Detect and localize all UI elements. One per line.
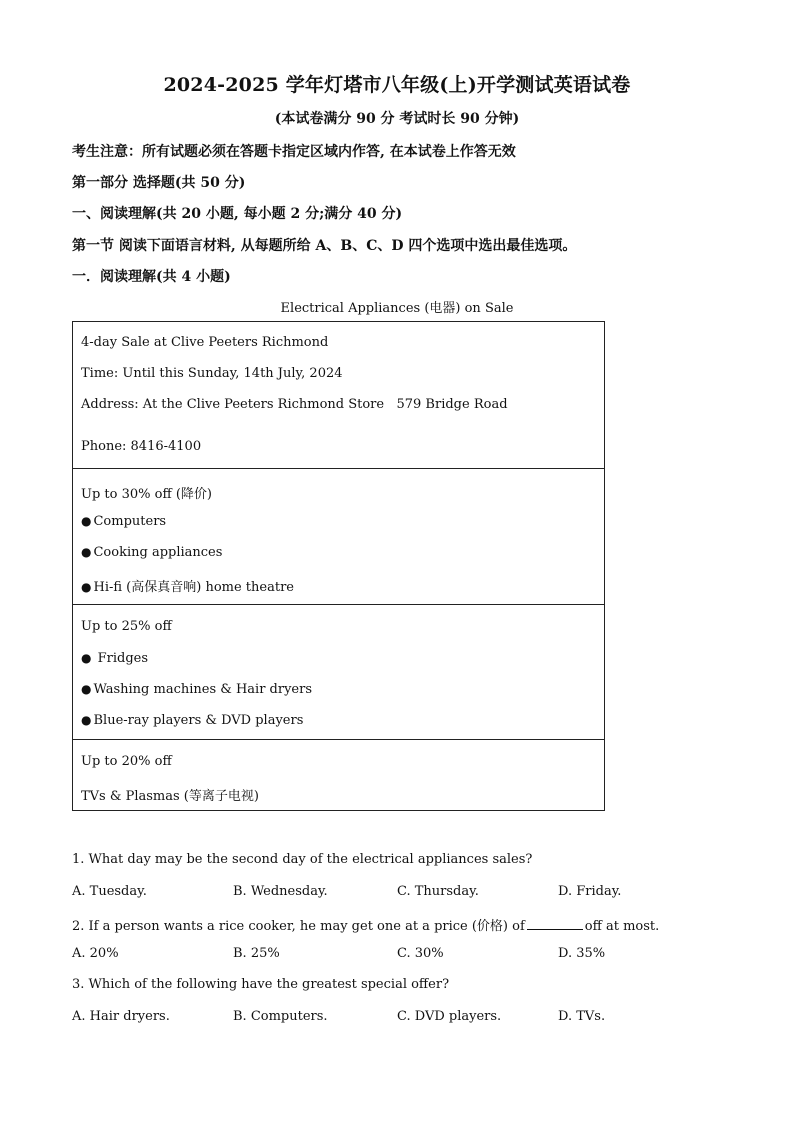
- question-2: 2. If a person wants a rice cooker, he may get one at a price (价格) of off at most.: [72, 919, 660, 934]
- candidate-notice: 考生注意：所有试题必须在答题卡指定区域内作答, 在本试卷上作答无效: [72, 144, 516, 160]
- tier-30-heading: Up to 30% off (降价): [81, 487, 212, 502]
- list-item: ● Fridges: [81, 651, 149, 666]
- q2-option-d[interactable]: D. 35%: [558, 946, 606, 961]
- instruction-text: 第一节 阅读下面语言材料, 从每题所给 A、B、C、D 四个选项中选出最佳选项。: [72, 238, 577, 254]
- ad-phone: Phone: 8416-4100: [81, 439, 202, 454]
- sale-advertisement: [72, 321, 605, 811]
- ad-time: Time: Until this Sunday, 14th July, 2024: [81, 366, 343, 381]
- tier-20-item: TVs & Plasmas (等离子电视): [81, 789, 259, 804]
- ad-tier-25: [73, 604, 604, 739]
- list-item: ● Washing machines & Hair dryers: [81, 682, 313, 697]
- bullet-icon: ●: [81, 682, 92, 696]
- q1-option-d[interactable]: D. Friday.: [558, 884, 622, 899]
- q2-option-c[interactable]: C. 30%: [397, 946, 444, 961]
- bullet-icon: ●: [81, 545, 92, 559]
- q1-option-a[interactable]: A. Tuesday.: [72, 884, 147, 899]
- q3-option-d[interactable]: D. TVs.: [558, 1009, 606, 1024]
- list-item: ● Computers: [81, 514, 167, 529]
- subsection-heading: 一．阅读理解(共 4 小题): [72, 269, 231, 285]
- ad-tier-30: [73, 468, 604, 604]
- bullet-icon: ●: [81, 580, 92, 594]
- tier-25-heading: Up to 25% off: [81, 619, 172, 634]
- tier-20-heading: Up to 20% off: [81, 754, 172, 769]
- ad-address: Address: At the Clive Peeters Richmond Store 579 Bridge Road: [81, 397, 508, 412]
- list-item: ● Cooking appliances: [81, 545, 223, 560]
- bullet-icon: ●: [81, 514, 92, 528]
- bullet-icon: ●: [81, 713, 92, 727]
- ad-info-section: [73, 322, 604, 468]
- question-1: 1. What day may be the second day of the electrical appliances sales?: [72, 852, 533, 867]
- section-heading: 一、阅读理解(共 20 小题, 每小题 2 分;满分 40 分): [72, 206, 403, 222]
- ad-caption: Electrical Appliances (电器) on Sale: [280, 301, 514, 316]
- list-item: ● Blue-ray players & DVD players: [81, 713, 304, 728]
- ad-tier-20: [73, 739, 604, 810]
- part-heading: 第一部分 选择题(共 50 分): [72, 175, 246, 191]
- answer-blank: [527, 917, 583, 930]
- q1-option-b[interactable]: B. Wednesday.: [233, 884, 328, 899]
- exam-subtitle: (本试卷满分 90 分 考试时长 90 分钟): [274, 111, 520, 127]
- q2-option-a[interactable]: A. 20%: [72, 946, 119, 961]
- q3-option-b[interactable]: B. Computers.: [233, 1009, 328, 1024]
- bullet-icon: ●: [81, 651, 92, 665]
- question-3: 3. Which of the following have the greatest special offer?: [72, 977, 450, 992]
- q3-option-c[interactable]: C. DVD players.: [397, 1009, 502, 1024]
- exam-title: 2024-2025 学年灯塔市八年级(上)开学测试英语试卷: [163, 74, 631, 96]
- q3-option-a[interactable]: A. Hair dryers.: [72, 1009, 170, 1024]
- ad-sale-name: 4-day Sale at Clive Peeters Richmond: [81, 335, 329, 350]
- list-item: ● Hi-fi (高保真音响) home theatre: [81, 580, 294, 595]
- q2-option-b[interactable]: B. 25%: [233, 946, 280, 961]
- q1-option-c[interactable]: C. Thursday.: [397, 884, 479, 899]
